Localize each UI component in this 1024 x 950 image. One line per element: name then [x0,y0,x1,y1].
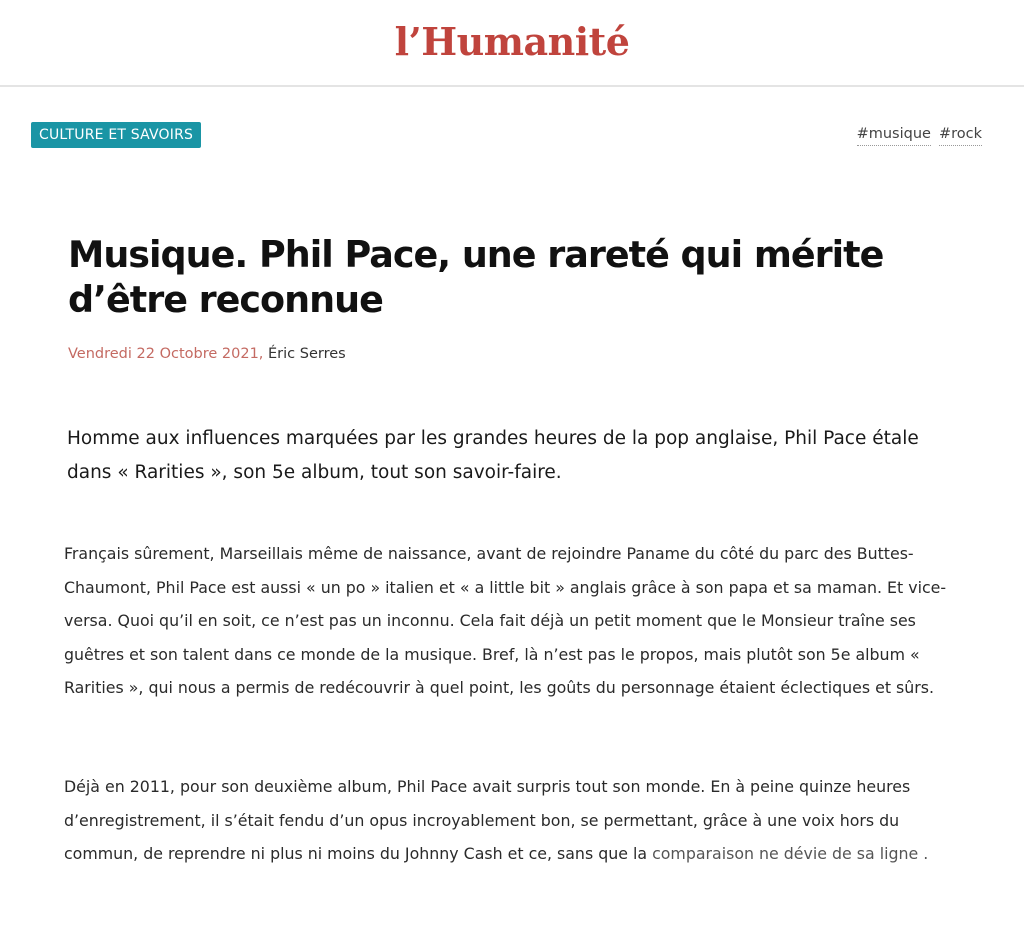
article-lead: Homme aux influences marquées par les grandes heures de la pop anglaise, Phil Pace étale dans « Rarities », son 5e album, tout son savoir-faire. [67,428,919,483]
byline [68,344,346,364]
site-logo[interactable]: l’Humanité [394,19,630,64]
tag-musique[interactable]: #musique [857,124,931,146]
article-title: Musique. Phil Pace, une rareté qui mérite d’être reconnue [68,233,884,321]
paragraph-text: Déjà en 2011, pour son deuxième album, Phil Pace avait surpris tout son monde. En à peine quinze heures d’enregistrement, il s’était fendu d’un opus incroyablement bon, se permettant, grâce à une voix hors du commun, de reprendre ni plus ni moins du Johnny Cash et ce, sans que la [64,777,911,863]
site-header [0,0,1024,87]
author-link[interactable]: Éric Serres [268,346,346,362]
tag-rock[interactable]: #rock [939,124,982,146]
category-badge[interactable]: CULTURE ET SAVOIRS [31,122,201,148]
publish-date: Vendredi 22 Octobre 2021 [68,346,259,362]
tag-list [857,124,982,146]
article-paragraph [64,770,964,871]
byline-separator: , [258,346,269,362]
paragraph-text-faded: comparaison ne dévie de sa ligne . [652,844,929,863]
article-paragraph: Français sûrement, Marseillais même de naissance, avant de rejoindre Paname du côté du parc des Buttes-Chaumont, Phil Pace est aussi « un po » italien et « a little bit » anglais grâce à son papa et sa maman. Et vice-versa. Quoi qu’il en soit, ce n’est pas un inconnu. Cela fait déjà un petit moment que le Monsieur traîne ses guêtres et son talent dans ce monde de la musique. Bref, là n’est pas le propos, mais plutôt son 5e album « Rarities », qui nous a permis de redécouvrir à quel point, les goûts du personnage étaient éclectiques et sûrs. [64,544,947,697]
